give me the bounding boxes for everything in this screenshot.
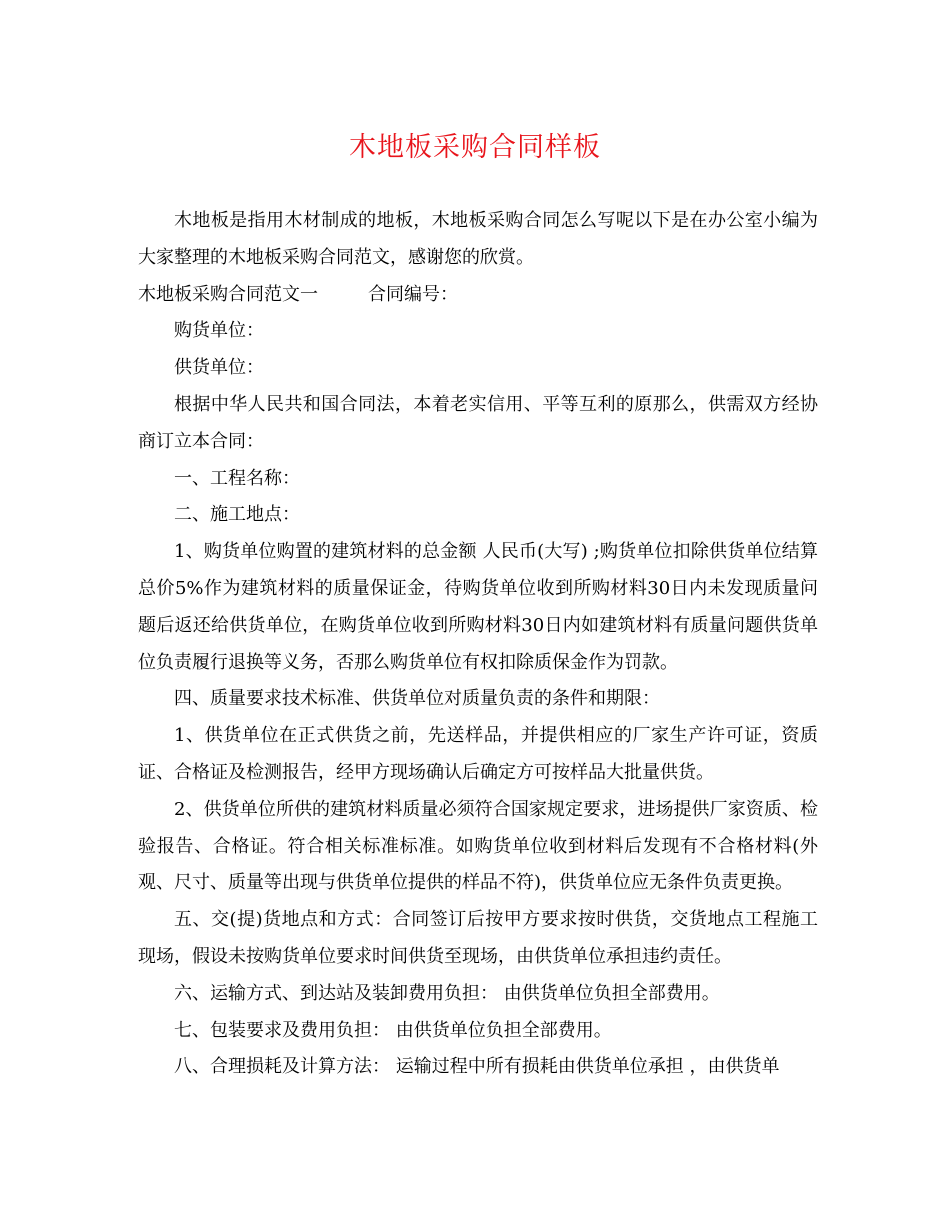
item-packaging: 七、包装要求及费用负担： 由供货单位负担全部费用。 <box>174 1019 612 1041</box>
sample-heading-line <box>138 277 818 314</box>
clause-quality-standard: 2、供货单位所供的建筑材料质量必须符合国家规定要求，进场提供厂家资质、检验报告、合格证。符合相关标准标准。如购货单位收到材料后发现有不合格材料(外观、尺寸、质量等出现与供货单位提供的样品不符)，供货单位应无条件负责更换。 <box>138 798 818 894</box>
item-quality-requirements: 四、质量要求技术标准、供货单位对质量负责的条件和期限： <box>174 688 660 710</box>
supplier-label: 供货单位： <box>174 357 264 379</box>
item-transport: 六、运输方式、到达站及装卸费用负担： 由供货单位负担全部费用。 <box>174 982 720 1004</box>
clause-samples: 1、供货单位在正式供货之前，先送样品，并提供相应的厂家生产许可证，资质证、合格证及检测报告，经甲方现场确认后确定方可按样品大批量供货。 <box>138 725 818 783</box>
item-loss: 八、合理损耗及计算方法： 运输过程中所有损耗由供货单位承担 ，由供货单 <box>174 1056 780 1078</box>
item-delivery: 五、交(提)货地点和方式：合同签订后按甲方要求按时供货，交货地点工程施工现场，假设未按购货单位要求时间供货至现场，由供货单位承担违约责任。 <box>138 909 818 967</box>
sample-heading: 木地板采购合同范文一 <box>138 283 318 305</box>
item-construction-site: 二、施工地点： <box>174 504 300 526</box>
basis-paragraph: 根据中华人民共和国合同法，本着老实信用、平等互利的原那么，供需双方经协商订立本合同： <box>138 393 818 452</box>
document-body <box>138 203 818 1086</box>
page-title: 木地板采购合同样板 <box>349 132 601 163</box>
contract-number-label: 合同编号： <box>368 283 458 305</box>
intro-paragraph: 木地板是指用木材制成的地板，木地板采购合同怎么写呢以下是在办公室小编为大家整理的木地板采购合同范文，感谢您的欣赏。 <box>138 210 818 268</box>
clause-payment: 1、购货单位购置的建筑材料的总金额 人民币(大写) ;购货单位扣除供货单位结算总价5%作为建筑材料的质量保证金，待购货单位收到所购材料30日内未发现质量问题后返还给供货单位，在购货单位收到所购材料30日内如建筑材料有质量问题供货单位负责履行退换等义务，否那么购货单位有权扣除质保金作为罚款。 <box>138 541 818 673</box>
item-project-name: 一、工程名称： <box>174 467 300 489</box>
buyer-label: 购货单位： <box>174 320 264 342</box>
